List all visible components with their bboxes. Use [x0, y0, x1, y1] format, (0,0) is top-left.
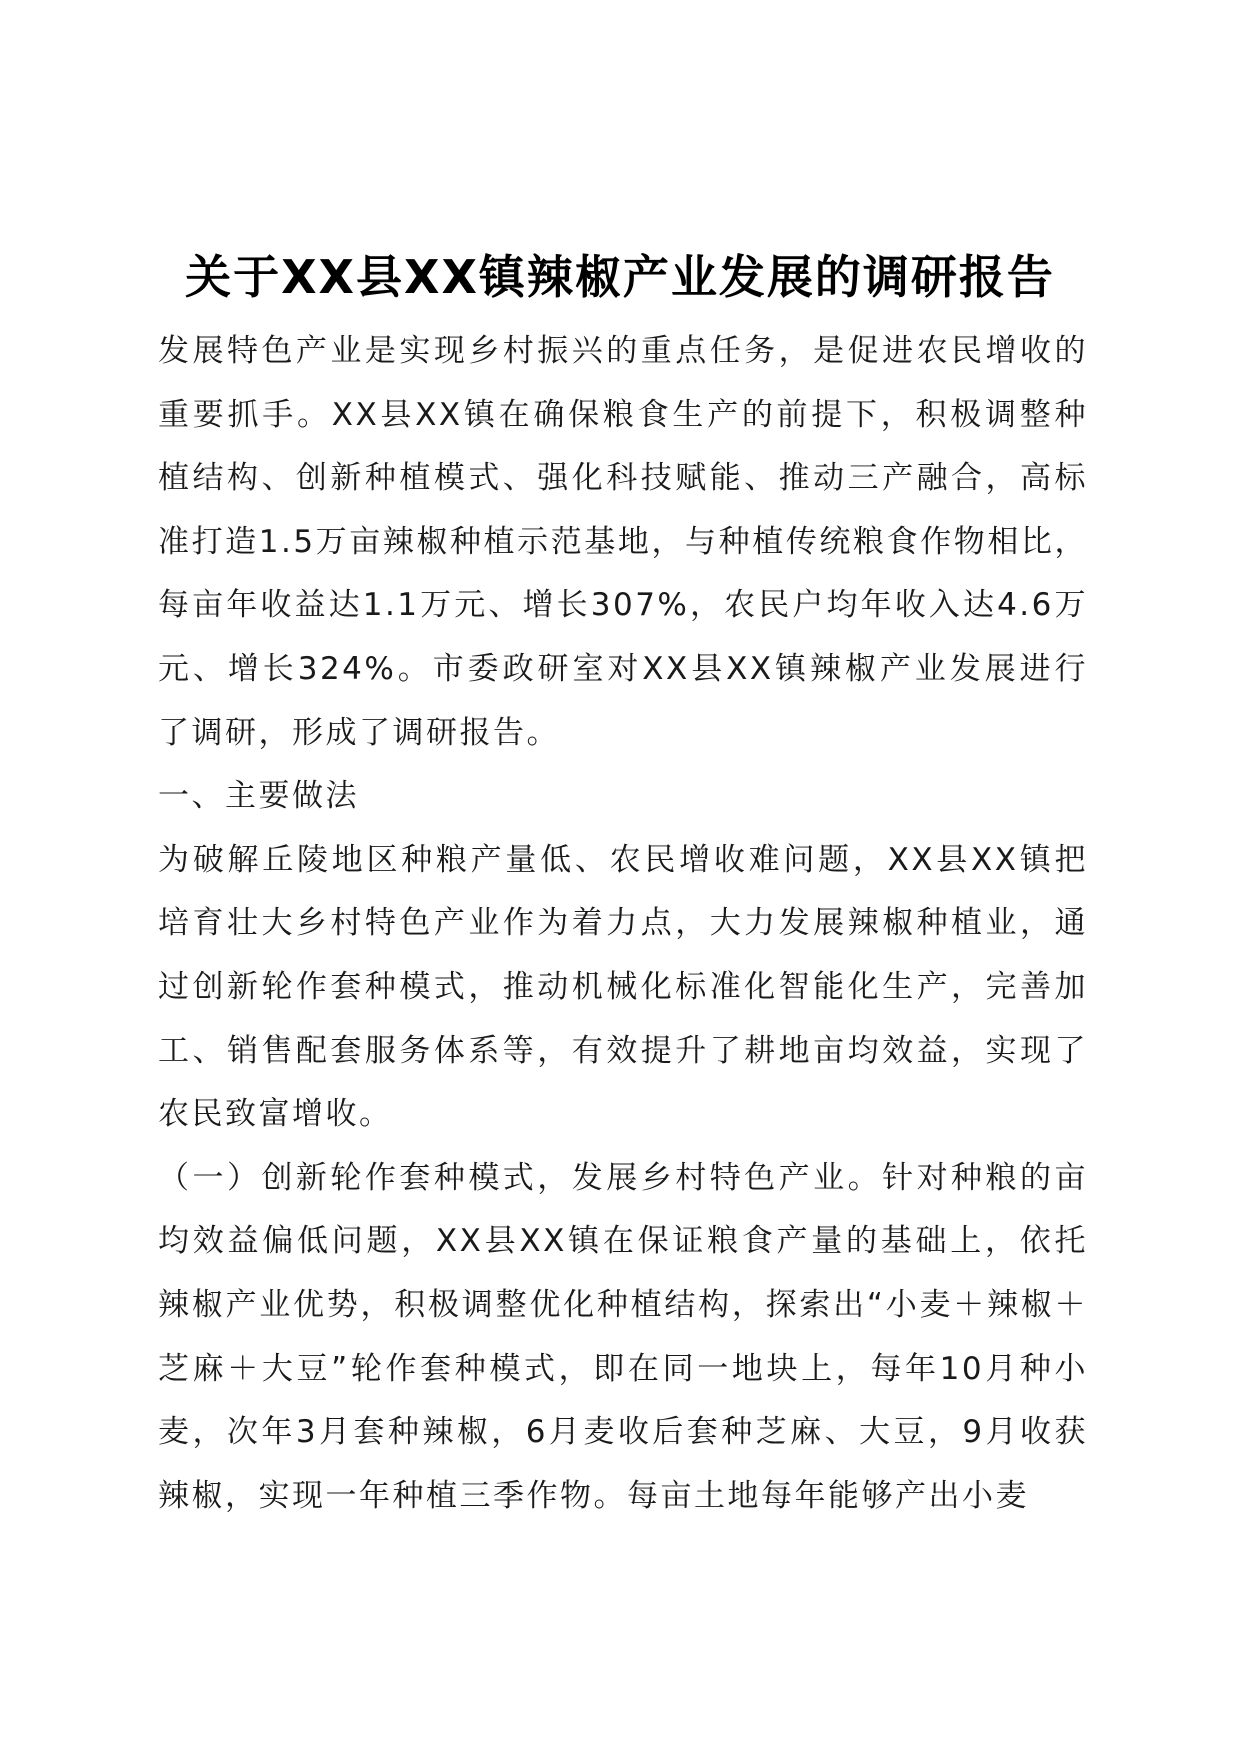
subsection-paragraph: （一）创新轮作套种模式，发展乡村特色产业。针对种粮的亩均效益偏低问题，XX县XX镇在保证粮食产量的基础上，依托辣椒产业优势，积极调整优化种植结构，探索出“小麦＋辣椒＋芝麻＋大豆”轮作套种模式，即在同一地块上，每年10月种小麦，次年3月套种辣椒，6月麦收后套种芝麻、大豆，9月收获辣椒，实现一年种植三季作物。每亩土地每年能够产出小麦: [158, 1159, 1088, 1514]
section-paragraph: 为破解丘陵地区种粮产量低、农民增收难问题，XX县XX镇把培育壮大乡村特色产业作为着力点，大力发展辣椒种植业，通过创新轮作套种模式，推动机械化标准化智能化生产，完善加工、销售配套服务体系等，有效提升了耕地亩均效益，实现了农民致富增收。: [158, 841, 1088, 1133]
document-body: [158, 320, 1088, 1528]
section-heading-main-practices: 一、主要做法: [158, 778, 359, 815]
document-title: 关于XX县XX镇辣椒产业发展的调研报告: [185, 249, 1055, 304]
intro-paragraph: 发展特色产业是实现乡村振兴的重点任务，是促进农民增收的重要抓手。XX县XX镇在确保粮食生产的前提下，积极调整种植结构、创新种植模式、强化科技赋能、推动三产融合，高标准打造1.5万亩辣椒种植示范基地，与种植传统粮食作物相比，每亩年收益达1.1万元、增长307%，农民户均年收入达4.6万元、增长324%。市委政研室对XX县XX镇辣椒产业发展进行了调研，形成了调研报告。: [158, 333, 1088, 751]
